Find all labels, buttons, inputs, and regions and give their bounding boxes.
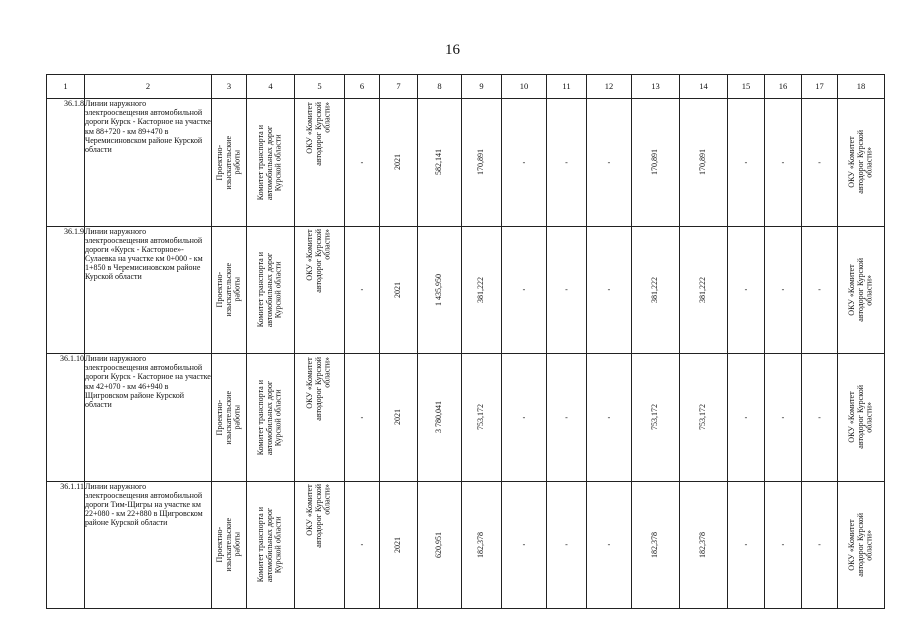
col-9-cell: [462, 354, 502, 482]
col-13-cell: [632, 226, 680, 354]
work-type-cell: [212, 481, 247, 609]
executor-cell: [838, 354, 885, 482]
committee: Комитет транспорта и автомобильных дорог Курской области: [256, 379, 283, 455]
table-row: [47, 226, 885, 354]
col-9-value: 381,222: [476, 276, 486, 303]
row-id: 36.1.10: [47, 354, 85, 482]
year-cell: [380, 226, 418, 354]
col-17-value: -: [802, 226, 838, 354]
column-header: 5: [295, 75, 345, 99]
col-17-value: -: [802, 481, 838, 609]
object-name: Линии наружного электроосвещения автомобильной дороги Курск - Касторное на участке км 42+070 - км 46+940 в Щигровском районе Курской области: [85, 354, 212, 482]
page-number: 16: [445, 42, 460, 58]
customer: ОКУ «Комитет автодорог Курской области»: [305, 356, 332, 421]
col-13-value: 170,891: [650, 149, 660, 176]
customer: ОКУ «Комитет автодорог Курской области»: [305, 229, 332, 293]
row-id: 36.1.11: [47, 481, 85, 609]
customer: ОКУ «Комитет автодорог Курской области»: [305, 484, 332, 548]
column-header: 8: [418, 75, 462, 99]
executor: ОКУ «Комитет автодорог Курской области»: [846, 512, 874, 577]
col-10-value: -: [502, 226, 547, 354]
year: 2021: [393, 154, 403, 171]
col-12-value: -: [587, 354, 632, 482]
col-14-cell: [680, 481, 728, 609]
column-header: 15: [728, 75, 765, 99]
year: 2021: [393, 536, 403, 553]
col-6-value: -: [345, 354, 380, 482]
col-12-value: -: [587, 481, 632, 609]
work-type-cell: [212, 354, 247, 482]
column-header: 1: [47, 75, 85, 99]
col-14-cell: [680, 354, 728, 482]
column-header: 11: [547, 75, 587, 99]
col-16-value: -: [765, 481, 802, 609]
executor: ОКУ «Комитет автодорог Курской области»: [846, 385, 874, 450]
column-header: 13: [632, 75, 680, 99]
col-13-value: 182,378: [650, 531, 660, 558]
col-8-value: 1 435,950: [434, 273, 444, 306]
executor-cell: [838, 481, 885, 609]
col-8-value: 3 780,041: [434, 401, 444, 434]
col-16-value: -: [765, 226, 802, 354]
col-11-value: -: [547, 481, 587, 609]
col-13-cell: [632, 99, 680, 227]
column-header: 10: [502, 75, 547, 99]
object-name: Линии наружного электроосвещения автомобильной дороги Курск - Касторное на участке км 88+720 - км 89+470 в Черемисиновском районе Курской области: [85, 99, 212, 227]
col-9-value: 753,172: [476, 404, 486, 431]
object-name: Линии наружного электроосвещения автомобильной дороги Тим-Щигры на участке км 22+080 - км 22+880 в Щигровском районе Курской области: [85, 481, 212, 609]
col-9-cell: [462, 481, 502, 609]
executor-cell: [838, 99, 885, 227]
col-6-value: -: [345, 481, 380, 609]
col-11-value: -: [547, 226, 587, 354]
table-row: [47, 354, 885, 482]
col-9-cell: [462, 99, 502, 227]
col-14-cell: [680, 226, 728, 354]
col-10-value: -: [502, 354, 547, 482]
committee-cell: [247, 481, 295, 609]
col-13-value: 381,222: [650, 276, 660, 303]
year: 2021: [393, 281, 403, 298]
column-header: 17: [802, 75, 838, 99]
customer-cell: [295, 481, 345, 609]
customer-cell: [295, 354, 345, 482]
work-type: Проектно- изыскательские работы: [214, 263, 242, 317]
executor: ОКУ «Комитет автодорог Курской области»: [846, 257, 874, 322]
col-14-value: 182,378: [698, 531, 708, 558]
col-14-value: 753,172: [698, 404, 708, 431]
col-17-value: -: [802, 354, 838, 482]
col-8-value: 620,951: [434, 531, 444, 558]
customer-cell: [295, 99, 345, 227]
col-12-value: -: [587, 226, 632, 354]
col-15-value: -: [728, 226, 765, 354]
col-9-value: 170,891: [476, 149, 486, 176]
executor: ОКУ «Комитет автодорог Курской области»: [846, 130, 874, 195]
executor-cell: [838, 226, 885, 354]
col-13-cell: [632, 481, 680, 609]
column-header: 18: [838, 75, 885, 99]
col-8-cell: [418, 226, 462, 354]
col-8-value: 582,141: [434, 149, 444, 176]
col-10-value: -: [502, 99, 547, 227]
column-header: 16: [765, 75, 802, 99]
col-13-value: 753,172: [650, 404, 660, 431]
committee: Комитет транспорта и автомобильных дорог Курской области: [256, 124, 283, 200]
col-9-value: 182,378: [476, 531, 486, 558]
customer: ОКУ «Комитет автодорог Курской области»: [305, 101, 332, 166]
col-12-value: -: [587, 99, 632, 227]
col-8-cell: [418, 481, 462, 609]
col-16-value: -: [765, 99, 802, 227]
col-6-value: -: [345, 99, 380, 227]
customer-cell: [295, 226, 345, 354]
work-type-cell: [212, 99, 247, 227]
committee-cell: [247, 354, 295, 482]
year-cell: [380, 354, 418, 482]
col-15-value: -: [728, 354, 765, 482]
col-6-value: -: [345, 226, 380, 354]
col-13-cell: [632, 354, 680, 482]
col-8-cell: [418, 99, 462, 227]
col-14-cell: [680, 99, 728, 227]
work-type: Проектно- изыскательские работы: [214, 135, 242, 189]
work-type: Проектно- изыскательские работы: [214, 518, 242, 572]
col-15-value: -: [728, 99, 765, 227]
committee: Комитет транспорта и автомобильных дорог Курской области: [256, 252, 283, 328]
data-table: [46, 74, 885, 609]
committee: Комитет транспорта и автомобильных дорог Курской области: [256, 507, 283, 583]
table-row: [47, 99, 885, 227]
col-10-value: -: [502, 481, 547, 609]
column-header: 6: [345, 75, 380, 99]
col-14-value: 170,891: [698, 149, 708, 176]
row-id: 36.1.9: [47, 226, 85, 354]
committee-cell: [247, 99, 295, 227]
col-14-value: 381,222: [698, 276, 708, 303]
column-header: 3: [212, 75, 247, 99]
committee-cell: [247, 226, 295, 354]
column-header: 7: [380, 75, 418, 99]
row-id: 36.1.8: [47, 99, 85, 227]
year-cell: [380, 481, 418, 609]
header-row: [47, 75, 885, 99]
year: 2021: [393, 409, 403, 426]
col-8-cell: [418, 354, 462, 482]
col-11-value: -: [547, 99, 587, 227]
col-15-value: -: [728, 481, 765, 609]
column-header: 9: [462, 75, 502, 99]
col-9-cell: [462, 226, 502, 354]
col-11-value: -: [547, 354, 587, 482]
col-16-value: -: [765, 354, 802, 482]
table-row: [47, 481, 885, 609]
col-17-value: -: [802, 99, 838, 227]
column-header: 12: [587, 75, 632, 99]
year-cell: [380, 99, 418, 227]
column-header: 4: [247, 75, 295, 99]
column-header: 14: [680, 75, 728, 99]
object-name: Линии наружного электроосвещения автомобильной дороги «Курск - Касторное»-Сулаевка на участке км 0+000 - км 1+850 в Черемисиновском районе Курской области: [85, 226, 212, 354]
work-type-cell: [212, 226, 247, 354]
work-type: Проектно- изыскательские работы: [214, 390, 242, 444]
column-header: 2: [85, 75, 212, 99]
